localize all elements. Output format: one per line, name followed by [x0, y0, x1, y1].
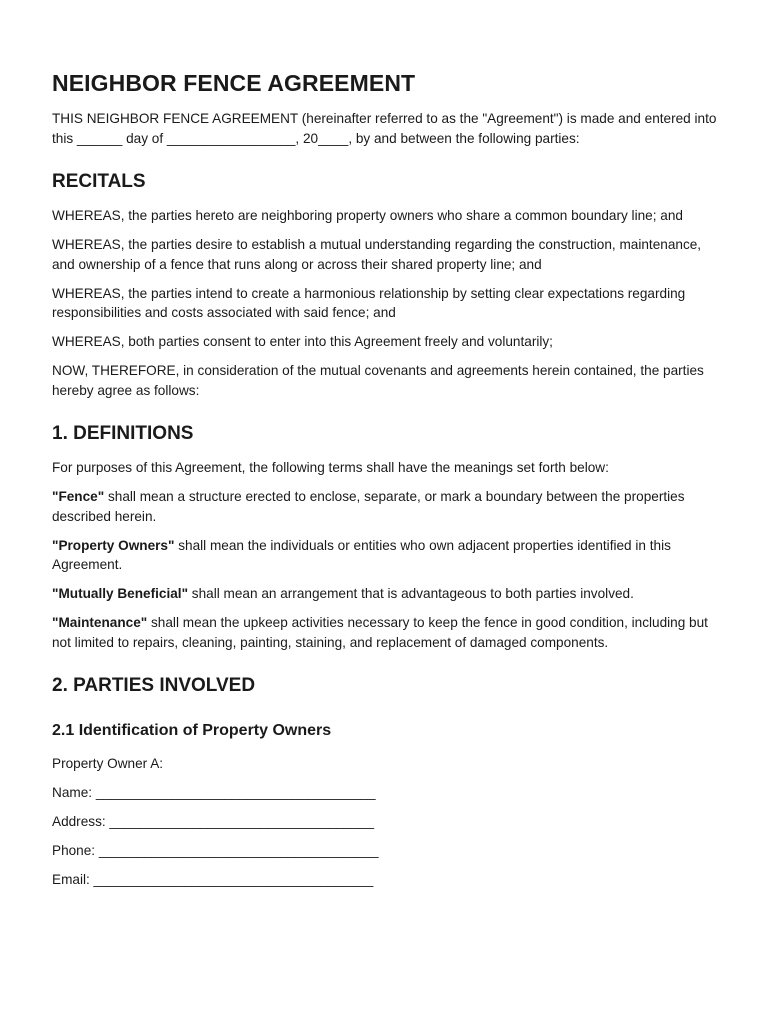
definition-item: [52, 487, 718, 526]
recital-paragraph: WHEREAS, both parties consent to enter into this Agreement freely and voluntarily;: [52, 334, 553, 349]
recitals-heading: RECITALS: [52, 171, 146, 192]
name-field: Name: _____________________________________: [52, 785, 376, 800]
definition-item: [52, 536, 718, 575]
definitions-heading: 1. DEFINITIONS: [52, 423, 194, 444]
parties-heading: 2. PARTIES INVOLVED: [52, 675, 256, 696]
phone-field: Phone: _____________________________________: [52, 843, 379, 858]
definition-item: [52, 584, 718, 604]
intro-paragraph: THIS NEIGHBOR FENCE AGREEMENT (hereinafter referred to as the "Agreement") is made and entered into this ______ day of _________________, 20____, by and between the following parties:: [52, 111, 717, 146]
document-title: NEIGHBOR FENCE AGREEMENT: [52, 70, 416, 96]
definitions-section: [52, 423, 718, 652]
parties-section: [52, 675, 718, 890]
definition-term: "Maintenance": [52, 615, 148, 630]
address-field: Address: ___________________________________: [52, 814, 375, 829]
definition-term: "Mutually Beneficial": [52, 586, 189, 601]
recital-paragraph: WHEREAS, the parties hereto are neighboring property owners who share a common boundary line; and: [52, 208, 683, 223]
recital-paragraph: WHEREAS, the parties intend to create a harmonious relationship by setting clear expectations regarding responsibilities and costs associated with said fence; and: [52, 285, 686, 320]
owner-label: Property Owner A:: [52, 756, 164, 771]
recital-paragraph: NOW, THEREFORE, in consideration of the mutual covenants and agreements herein contained, the parties hereby agree as follows:: [52, 363, 704, 398]
definition-item: [52, 613, 718, 652]
definitions-intro: For purposes of this Agreement, the following terms shall have the meanings set forth below:: [52, 460, 609, 475]
definition-text: shall mean an arrangement that is advantageous to both parties involved.: [188, 586, 634, 601]
definition-term: "Property Owners": [52, 537, 175, 553]
recitals-section: [52, 171, 718, 400]
definition-text: shall mean a structure erected to enclose, separate, or mark a boundary between the properties described herein.: [52, 489, 685, 524]
definition-term: "Fence": [52, 489, 105, 504]
parties-subheading: 2.1 Identification of Property Owners: [52, 722, 332, 739]
definition-text: shall mean the individuals or entities who own adjacent properties identified in this Agreement.: [52, 537, 671, 572]
definition-text: shall mean the upkeep activities necessary to keep the fence in good condition, including but not limited to repairs, cleaning, painting, staining, and replacement of damaged components.: [52, 615, 708, 650]
email-field: Email: _____________________________________: [52, 872, 374, 887]
recital-paragraph: WHEREAS, the parties desire to establish a mutual understanding regarding the construction, maintenance, and ownership of a fence that runs along or across their shared property line; and: [52, 237, 702, 272]
